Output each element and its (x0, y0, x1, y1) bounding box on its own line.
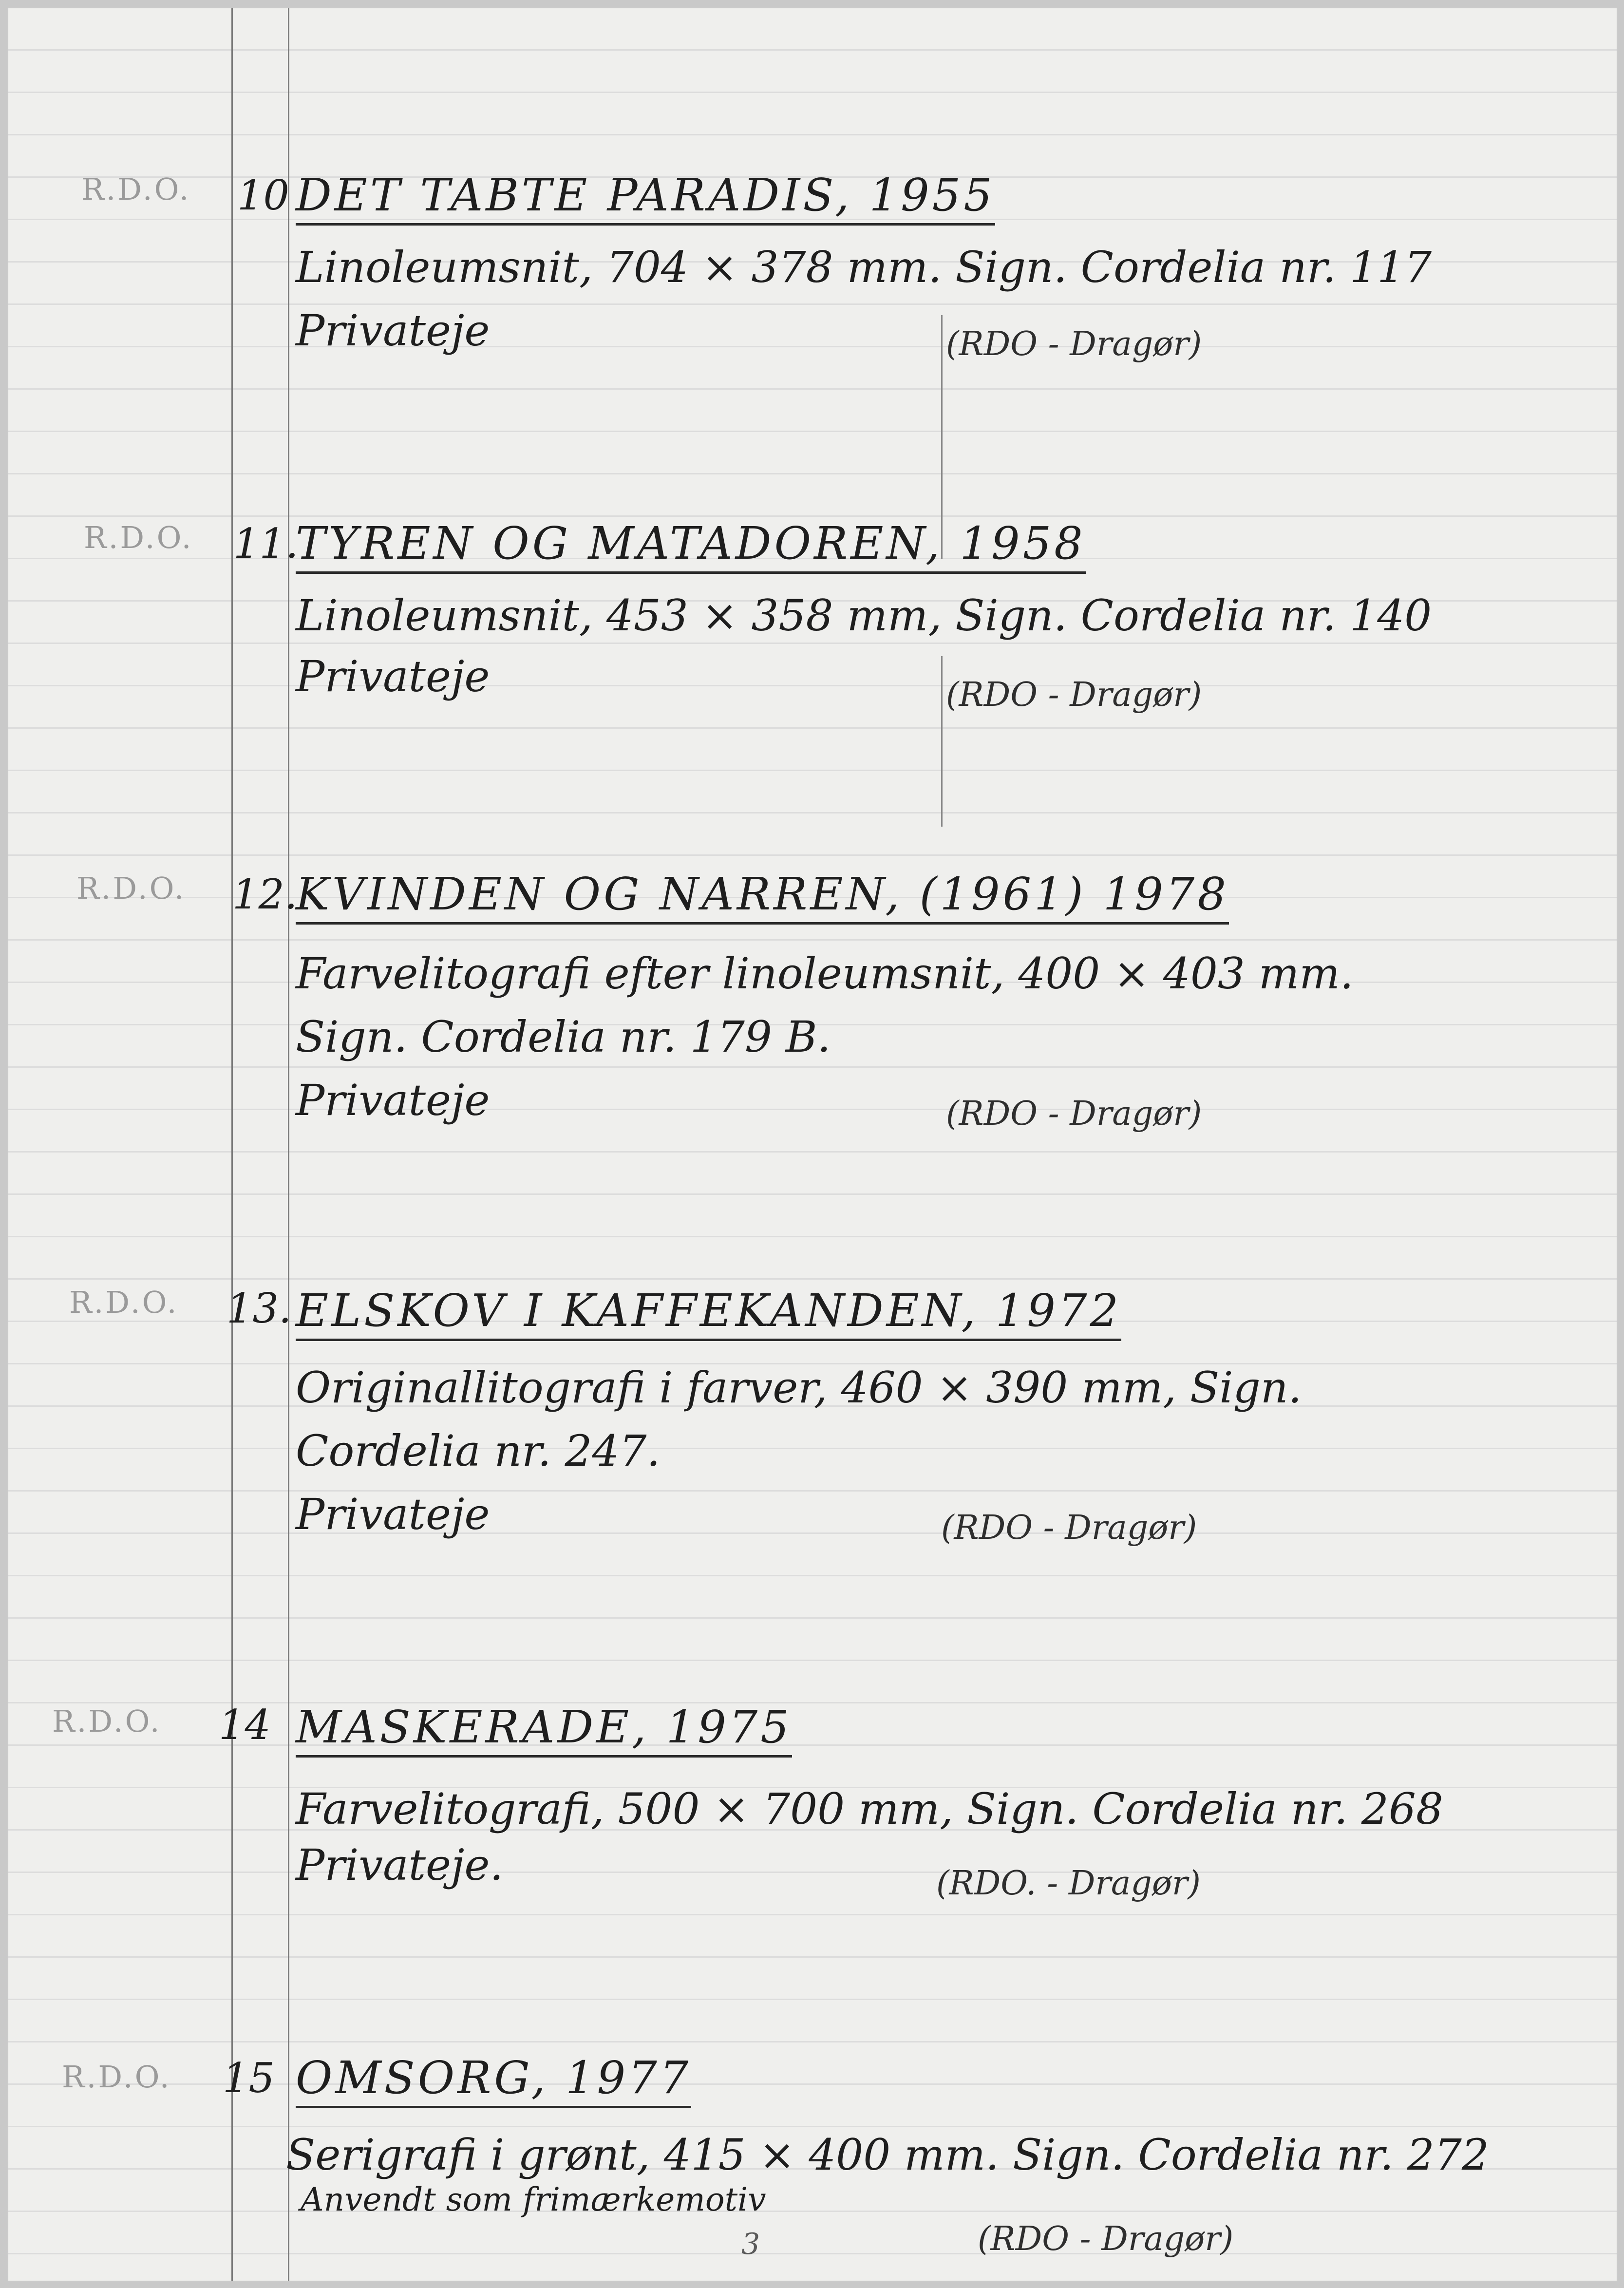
entry-mark: R.D.O. (52, 1703, 162, 1739)
margin-line (288, 8, 289, 2281)
entry-line: Sign. Cordelia nr. 179 B. (296, 1012, 831, 1062)
entry-number: 11. (233, 520, 299, 567)
entry-line: Serigrafi i grønt, 415 × 400 mm. Sign. Cordelia nr. 272 (286, 2130, 1489, 2180)
entry-number: 12. (232, 870, 298, 918)
entry-number: 10 (237, 171, 289, 219)
entry-title: OMSORG, 1977 (296, 2052, 691, 2108)
entry-note: (RDO - Dragør) (978, 2220, 1234, 2258)
entry-mark: R.D.O. (62, 2059, 171, 2095)
entry-note: (RDO - Dragør) (941, 1509, 1197, 1547)
entry-title: DET TABTE PARADIS, 1955 (296, 169, 995, 226)
entry-line: Privateje. (296, 1840, 504, 1890)
margin-line (231, 8, 233, 2281)
entry-line: Farvelitografi efter linoleumsnit, 400 × 403 mm. (296, 948, 1354, 999)
entry-note: (RDO - Dragør) (946, 1095, 1202, 1133)
entry-note: (RDO - Dragør) (946, 325, 1202, 363)
entry-note: (RDO. - Dragør) (936, 1864, 1201, 1903)
entry-title: MASKERADE, 1975 (296, 1701, 792, 1758)
entry-line: Linoleumsnit, 704 × 378 mm. Sign. Cordelia nr. 117 (296, 242, 1432, 292)
entry-line: Privateje (296, 1075, 490, 1125)
entry-number: 14 (219, 1701, 271, 1749)
entry-line: Cordelia nr. 247. (296, 1426, 661, 1476)
entry-line: Privateje (296, 1489, 490, 1539)
entry-mark: R.D.O. (81, 171, 191, 207)
column-divider (941, 656, 943, 827)
entry-line: Privateje (296, 651, 490, 701)
entry-mark: R.D.O. (76, 870, 186, 906)
entry-title: ELSKOV I KAFFEKANDEN, 1972 (296, 1285, 1121, 1341)
entry-line: Privateje (296, 305, 490, 356)
entry-note: (RDO - Dragør) (946, 676, 1202, 714)
entry-number: 15 (223, 2054, 275, 2102)
entry-mark: R.D.O. (69, 1285, 179, 1320)
document-page (8, 8, 1617, 2281)
entry-title: TYREN OG MATADOREN, 1958 (296, 517, 1086, 574)
entry-mark: R.D.O. (84, 520, 193, 555)
entry-line: Farvelitografi, 500 × 700 mm, Sign. Cordelia nr. 268 (296, 1784, 1443, 1834)
entry-line: Anvendt som frimærkemotiv (301, 2181, 766, 2218)
entry-line: Linoleumsnit, 453 × 358 mm, Sign. Cordelia nr. 140 (296, 590, 1432, 641)
entry-title: KVINDEN OG NARREN, (1961) 1978 (296, 868, 1229, 925)
entry-line: Originallitografi i farver, 460 × 390 mm, Sign. (296, 1362, 1302, 1413)
page-number: 3 (741, 2227, 760, 2261)
entry-number: 13. (227, 1285, 292, 1332)
